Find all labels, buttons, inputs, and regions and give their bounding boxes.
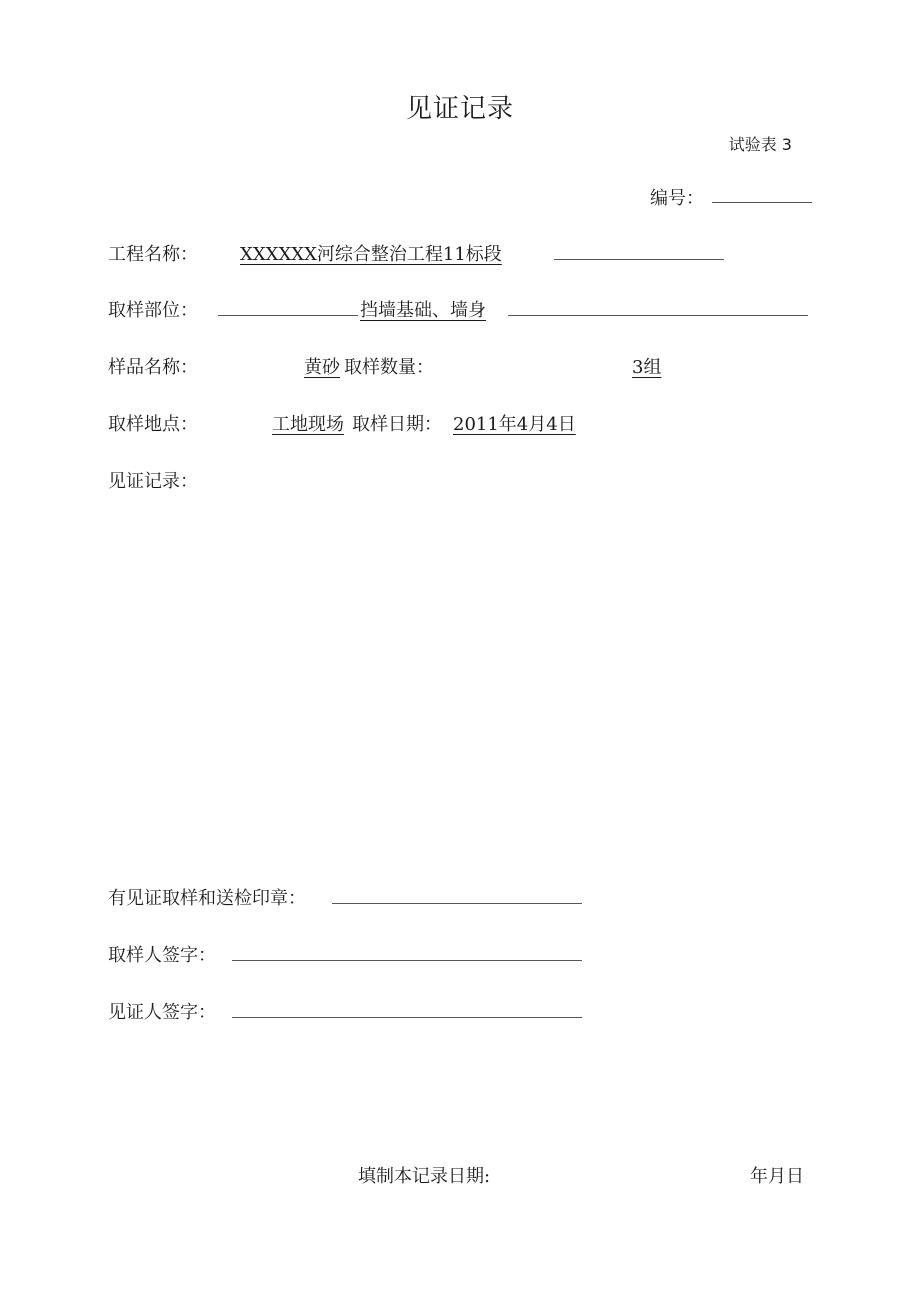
witness-signature-label: 见证人签字： [108, 1002, 216, 1023]
form-number: 试验表 3 [728, 135, 792, 154]
project-label: 工程名称： [108, 244, 198, 265]
location-label: 取样部位： [108, 300, 198, 321]
location-value[interactable]: 挡墙基础、墙身 [360, 300, 486, 321]
record-label: 见证记录： [108, 471, 198, 492]
serial-line[interactable] [712, 202, 812, 203]
quantity-label: 取样数量： [344, 357, 434, 378]
quantity-value[interactable]: 3组 [632, 357, 662, 378]
witness-signature-line[interactable] [232, 1017, 582, 1018]
record-area[interactable] [108, 500, 808, 850]
page-title: 见证记录 [405, 94, 514, 124]
fill-date-value[interactable]: 年月日 [750, 1166, 804, 1187]
date-value[interactable]: 2011年4月4日 [453, 414, 576, 435]
project-line [554, 259, 724, 260]
project-value[interactable]: XXXXXX河综合整治工程11标段 [240, 244, 502, 265]
location-line-right [508, 315, 808, 316]
sampler-signature-line[interactable] [232, 960, 582, 961]
sample-name-value[interactable]: 黄砂 [304, 357, 340, 378]
stamp-label: 有见证取样和送检印章： [108, 888, 306, 909]
site-value[interactable]: 工地现场 [272, 414, 344, 435]
sampler-signature-label: 取样人签字： [108, 945, 216, 966]
fill-date-label: 填制本记录日期: [358, 1166, 491, 1187]
sample-name-label: 样品名称： [108, 357, 198, 378]
site-label: 取样地点： [108, 414, 198, 435]
location-line-left [218, 315, 358, 316]
date-label: 取样日期： [352, 414, 442, 435]
stamp-line[interactable] [332, 903, 582, 904]
serial-label: 编号： [650, 188, 704, 209]
